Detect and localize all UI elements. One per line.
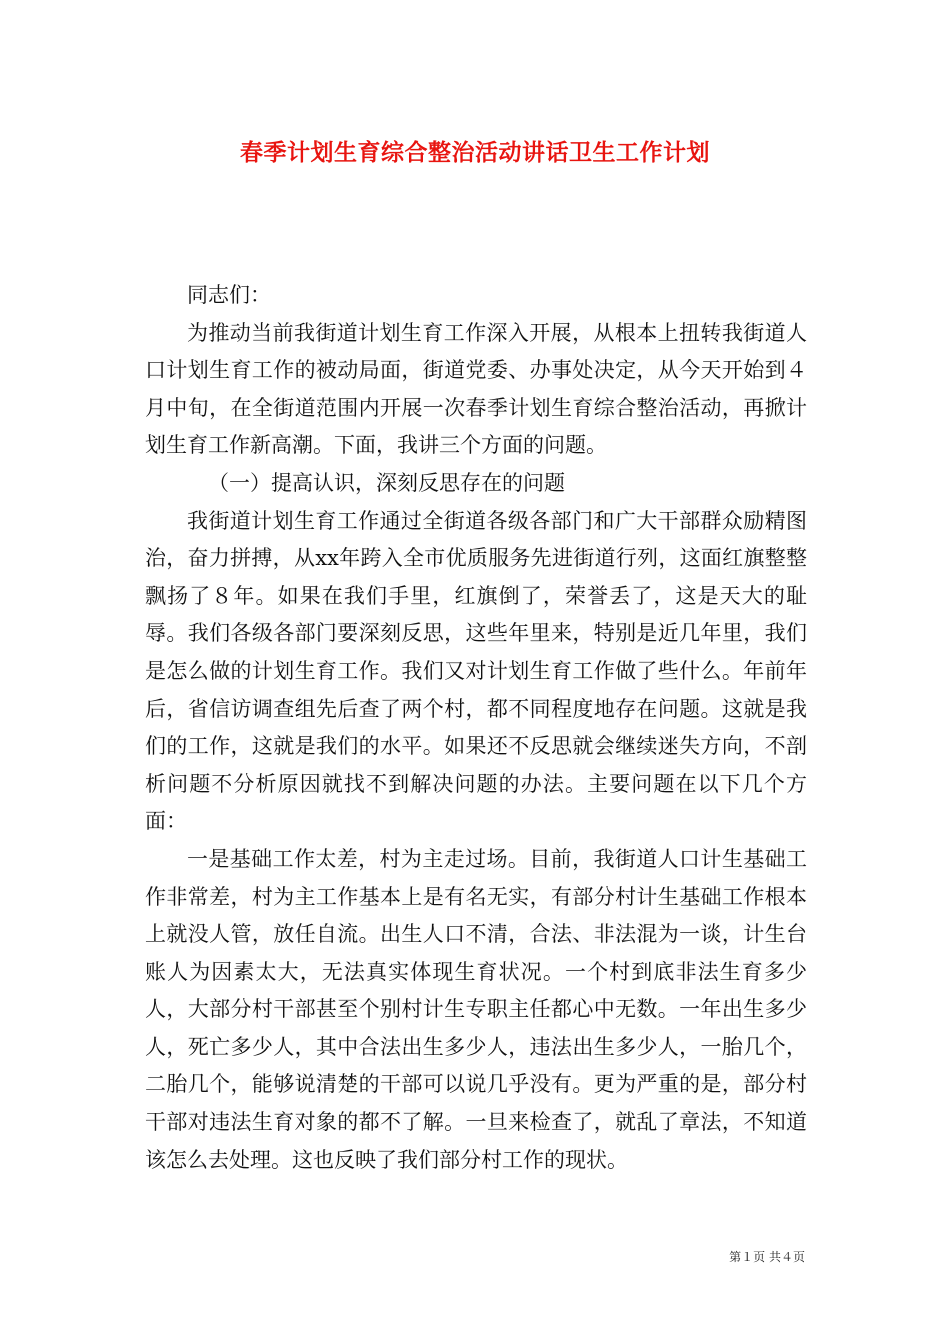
document-title: 春季计划生育综合整治活动讲话卫生工作计划 [240, 139, 710, 166]
section-heading: （一）提高认识，深刻反思存在的问题 [208, 470, 565, 495]
intro-paragraph: 为推动当前我街道计划生育工作深入开展，从根本上扭转我街道人口计划生育工作的被动局面，街道党委、办事处决定，从今天开始到４月中旬，在全街道范围内开展一次春季计划生育综合整治活动，再掀计划生育工作新高潮。下面，我讲三个方面的问题。 [145, 320, 807, 458]
body-paragraph: 我街道计划生育工作通过全街道各级各部门和广大干部群众励精图治，奋力拼搏，从xx年跨入全市优质服务先进街道行列，这面红旗整整飘扬了８年。如果在我们手里，红旗倒了，荣誉丢了，这是天大的耻辱。我们各级各部门要深刻反思，这些年里来，特别是近几年里，我们是怎么做的计划生育工作。我们又对计划生育工作做了些什么。年前年后，省信访调查组先后查了两个村，都不同程度地存在问题。这就是我们的工作，这就是我们的水平。如果还不反思就会继续迷失方向，不剖析问题不分析原因就找不到解决问题的办法。主要问题在以下几个方面： [145, 508, 807, 834]
page-number: 第１页 共４页 [729, 1250, 805, 1264]
document-body [145, 277, 807, 1179]
body-paragraph: 一是基础工作太差，村为主走过场。目前，我街道人口计生基础工作非常差，村为主工作基本上是有名无实，有部分村计生基础工作根本上就没人管，放任自流。出生人口不清，合法、非法混为一谈，计生台账人为因素太大，无法真实体现生育状况。一个村到底非法生育多少人，大部分村干部甚至个别村计生专职主任都心中无数。一年出生多少人，死亡多少人，其中合法出生多少人，违法出生多少人，一胎几个，二胎几个，能够说清楚的干部可以说几乎没有。更为严重的是，部分村干部对违法生育对象的都不了解。一旦来检查了，就乱了章法，不知道该怎么去处理。这也反映了我们部分村工作的现状。 [145, 846, 807, 1172]
salutation: 同志们： [187, 283, 271, 307]
